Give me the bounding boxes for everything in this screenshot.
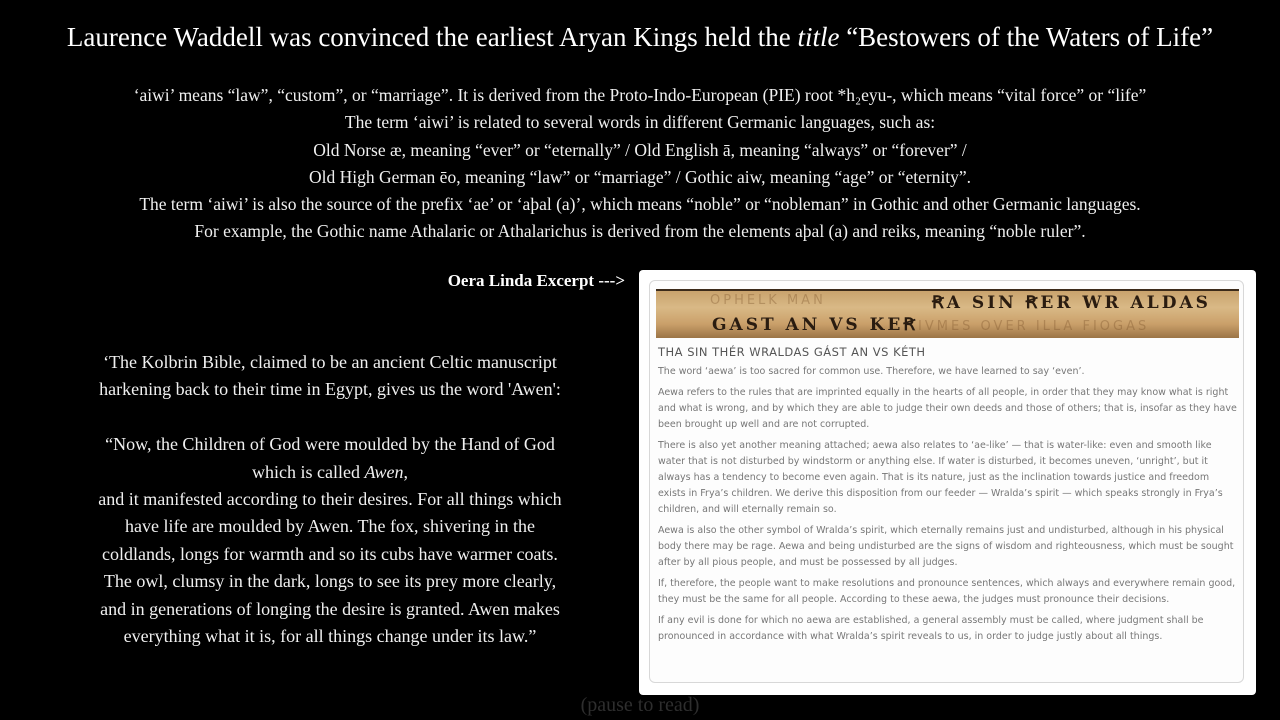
awen-italic: Awen [364,461,404,482]
manuscript-faint-text: IVMES OVER ILLA FIOGAS [918,319,1150,334]
excerpt-card [649,280,1244,683]
excerpt-heading: THA SIN THÉR WRALDAS GÁST AN VS KÉTH [658,345,926,359]
intro-line: Old High German ēo, meaning “law” or “marriage” / Gothic aiw, meaning “age” or “eternity”. [308,166,972,187]
excerpt-label: Oera Linda Excerpt ---> [447,271,625,290]
kolbrin-line: ‘The Kolbrin Bible, claimed to be an ancient Celtic manuscript [103,352,557,372]
title-quote: “Bestowers of the Waters of Life” [839,22,1214,52]
blank-line [60,404,600,431]
excerpt-paragraph: The word ‘aewa’ is too sacred for common use. Therefore, we have learned to say ‘even’. [658,366,1085,377]
intro-line: For example, the Gothic name Athalaric or Athalarichus is derived from the elements aþal (a) and reiks, meaning “noble ruler”. [194,221,1086,242]
manuscript-ink-text: ꞦA SIN ꞦER WR ALDAS [932,293,1211,313]
excerpt-paragraph: If, therefore, the people want to make resolutions and pronounce sentences, which always and everywhere remain good, they must be the same for all people. According to these aewa, the judges must pronounce their decisions. [658,578,1236,605]
kolbrin-line: have life are moulded by Awen. The fox, shivering in the [125,516,535,537]
title-italic-word: title [797,22,840,52]
pause-caption: (pause to read) [580,694,700,716]
kolbrin-line: and in generations of longing the desire is granted. Awen makes [100,598,560,619]
manuscript-image [656,289,1239,338]
excerpt-paragraph: Aewa is also the other symbol of Wralda’s spirit, which eternally remains just and undisturbed, although in his physical body there may be rage. Aewa and being undisturbed are the signs of wisdom and righteousness, which must be sought after by all pious people, and must be possessed by all judges. [658,525,1234,568]
page-title [0,22,1280,53]
kolbrin-line: “Now, the Children of God were moulded by the Hand of God [105,434,555,455]
kolbrin-line: The owl, clumsy in the dark, longs to see its prey more clearly, [103,571,557,592]
kolbrin-line: coldlands, longs for warmth and so its cubs have warmer coats. [102,543,558,564]
intro-line: Old Norse æ, meaning “ever” or “eternally” / Old English ā, meaning “always” or “forever” / [313,139,967,160]
excerpt-paragraph: There is also yet another meaning attached; aewa also relates to ‘ae-like’ — that is water-like: even and smooth like water that is not disturbed by windstorm or anything else. If water is disturbed, it becomes uneven, ‘unright’, but it always has a tendency to become even again. That is its nature, just as the inclination towards justice and freedom exists in Frya’s children. We derive this disposition from our feeder — Wralda’s spirit — which speaks strongly in Frya’s children, and will eternally remain so. [658,440,1223,515]
intro-line: ‘aiwi’ means “law”, “custom”, or “marriage”. It is derived from the Proto-Indo-European (PIE) root *h₂eyu-, which means “vital force” or “life” [133,85,1147,105]
intro-paragraph [40,82,1240,246]
intro-line: The term ‘aiwi’ is related to several words in different Germanic languages, such as: [344,112,936,133]
kolbrin-line: everything what it is, for all things change under its law.” [123,626,537,647]
title-text-before: Laurence Waddell was convinced the earliest Aryan Kings held the [66,22,798,52]
kolbrin-line: and it manifested according to their desires. For all things which [98,489,562,510]
kolbrin-line [60,459,600,486]
excerpt-paragraph: If any evil is done for which no aewa are established, a general assembly must be called, where judgment shall be pronounced in accordance with what Wralda’s spirit reveals to us, in order to judge justly about all things. [658,615,1204,642]
oera-linda-excerpt-panel [639,270,1256,695]
manuscript-faint-text: OPHELK MAN [710,293,826,308]
kolbrin-line: harkening back to their time in Egypt, gives us the word 'Awen': [99,379,561,400]
kolbrin-quote [60,349,600,650]
manuscript-ink-text: GAST AN VS KEꞦ [712,315,919,335]
kolbrin-line-text: which is called [252,461,365,482]
intro-line: The term ‘aiwi’ is also the source of the prefix ‘ae’ or ‘aþal (a)’, which means “noble” or “nobleman” in Gothic and other Germanic languages. [139,194,1141,215]
excerpt-paragraph: Aewa refers to the rules that are imprinted equally in the hearts of all people, in order that they may know what is right and what is wrong, and by which they are able to judge their own deeds and those of others; that is, insofar as they have been brought up well and are not corrupted. [658,387,1237,430]
excerpt-body [658,364,1238,650]
kolbrin-line-comma: , [403,461,408,482]
